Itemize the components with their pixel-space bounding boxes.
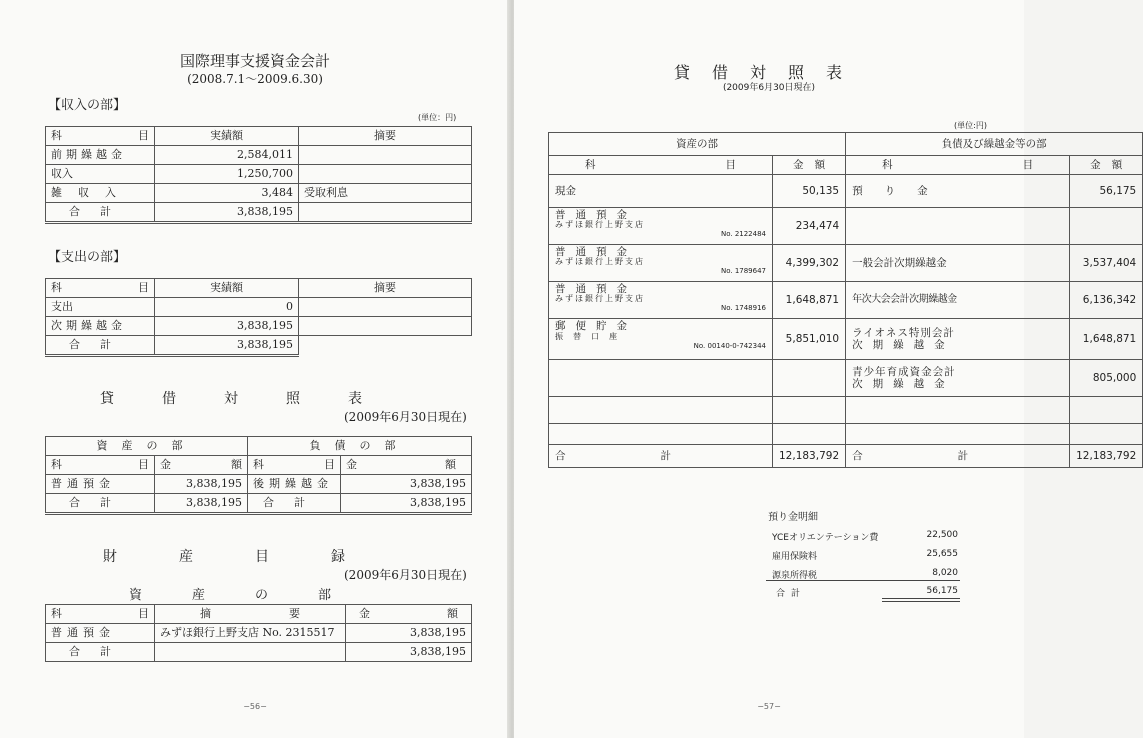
liab-amount: 805,000: [1070, 360, 1143, 397]
table-row: [46, 165, 472, 184]
asset-header: 資産の部: [46, 437, 248, 456]
row-amount: 1,250,700: [155, 165, 299, 184]
total-amount: 3,838,195: [155, 203, 299, 223]
table-row: [46, 624, 472, 643]
table-row: [46, 298, 472, 317]
liab-amount: [1070, 208, 1143, 245]
inventory-section: 資産の部: [128, 588, 381, 603]
total-asset: 12,183,792: [773, 445, 846, 468]
table-row: [46, 317, 472, 336]
col-amount: 実績額: [155, 127, 299, 146]
table-row: [549, 175, 1143, 208]
inventory-table: [45, 604, 472, 662]
row-item: 前期繰越金: [46, 146, 155, 165]
empty-row: [549, 424, 1143, 445]
row-note: [299, 298, 472, 317]
total-amount: 3,838,195: [155, 336, 299, 356]
asset-amount: 234,474: [773, 208, 846, 245]
total-liab: 3,838,195: [341, 494, 472, 514]
table-row: [549, 208, 1143, 245]
asset-amount: 3,838,195: [155, 475, 248, 494]
total-row: [46, 336, 472, 356]
balance-sheet: [548, 132, 1143, 468]
asset-item: 普通預金 みずほ銀行上野支店 No. 1748916: [549, 282, 773, 319]
inventory-title: 財産目録: [103, 549, 407, 565]
deposit-total-underline: [882, 598, 960, 602]
fund-title: 国際理事支援資金会計: [179, 52, 330, 70]
col-amount: 実績額: [155, 279, 299, 298]
total-label: 合計: [46, 494, 155, 514]
balance-table-left: [45, 436, 472, 515]
right-page: [514, 0, 1137, 738]
col-note: 摘要: [299, 279, 472, 298]
deposit-item-amount: 22,500: [926, 530, 958, 540]
liab-amount: 3,537,404: [1070, 245, 1143, 282]
liab-amount: 6,136,342: [1070, 282, 1143, 319]
asset-amount: [773, 360, 846, 397]
total-label: 合計: [46, 336, 155, 356]
asset-amount: 4,399,302: [773, 245, 846, 282]
col-note: 摘要: [299, 127, 472, 146]
inventory-date: (2009年6月30日現在): [344, 568, 467, 582]
expense-table: [45, 278, 472, 357]
deposit-item-amount: 8,020: [932, 568, 958, 578]
liab-item: 一般会計次期繰越金: [846, 245, 1070, 282]
unit-label: (単位：円): [418, 113, 457, 122]
row-note: [299, 317, 472, 336]
asset-amount: 50,135: [773, 175, 846, 208]
liab-amount: 1,648,871: [1070, 319, 1143, 360]
left-page: [0, 0, 510, 738]
deposit-item-label: 源泉所得税: [772, 571, 818, 581]
table-subheader: 科 目 金 額 科 目 金 額: [549, 156, 1143, 175]
row-item: 雑収入: [46, 184, 155, 203]
asset-amount: 5,851,010: [773, 319, 846, 360]
table-subheader: 科 目 金 額 科 目 金 額: [46, 456, 472, 475]
balance-date: (2009年6月30日現在): [344, 410, 467, 424]
row-item: 次期繰越金: [46, 317, 155, 336]
asset-header: 資産の部: [549, 133, 846, 156]
asset-item: 普通預金 みずほ銀行上野支店 No. 2122484: [549, 208, 773, 245]
asset-item: [549, 360, 773, 397]
table-row: [549, 360, 1143, 397]
total-label: 合計: [46, 643, 155, 662]
table-header: 科 目 摘 要 金 額: [46, 605, 472, 624]
fund-period: (2008.7.1〜2009.6.30): [187, 72, 323, 86]
table-row: [549, 245, 1143, 282]
row-note: [299, 165, 472, 184]
table-header: 科 目 実績額 摘要: [46, 279, 472, 298]
liab-header: 負債及び繰越金等の部: [846, 133, 1143, 156]
total-row: [46, 203, 472, 223]
table-header: [549, 133, 1143, 156]
deposit-divider: [766, 580, 960, 581]
balance-title-right: 貸借対照表: [673, 63, 864, 82]
expense-heading: 【支出の部】: [48, 250, 127, 265]
asset-item: 現金: [549, 175, 773, 208]
liab-item: 青少年育成資金会計 次期繰越金: [846, 360, 1070, 397]
row-item: 収入: [46, 165, 155, 184]
table-row: [549, 319, 1143, 360]
total-row: [549, 445, 1143, 468]
row-amount: 3,484: [155, 184, 299, 203]
page-number: −56−: [243, 702, 267, 711]
row-item: 支出: [46, 298, 155, 317]
total-liab: 12,183,792: [1070, 445, 1143, 468]
row-desc: みずほ銀行上野支店 No. 2315517: [155, 624, 346, 643]
liab-item: 預り金: [846, 175, 1070, 208]
table-row: [46, 475, 472, 494]
asset-amount: 1,648,871: [773, 282, 846, 319]
row-amount: 0: [155, 298, 299, 317]
table-row: [46, 184, 472, 203]
row-note: [299, 146, 472, 165]
liab-header: 負債の部: [248, 437, 472, 456]
balance-date-right: (2009年6月30日現在): [722, 83, 816, 93]
row-amount: 3,838,195: [155, 317, 299, 336]
balance-title: 貸借対照表: [100, 391, 410, 407]
asset-item: 郵便貯金 振替口座 No. 00140-0-742344: [549, 319, 773, 360]
total-label-asset: 合計: [549, 445, 773, 468]
liab-amount: 56,175: [1070, 175, 1143, 208]
row-amount: 2,584,011: [155, 146, 299, 165]
asset-item: 普通預金 みずほ銀行上野支店 No. 1789647: [549, 245, 773, 282]
empty-row: [549, 397, 1143, 424]
page-number: −57−: [757, 702, 781, 711]
total-row: [46, 494, 472, 514]
income-heading: 【収入の部】: [48, 98, 127, 113]
table-header: [46, 437, 472, 456]
total-label: 合計: [248, 494, 341, 514]
total-label: 合計: [46, 203, 155, 223]
asset-item: 普通預金: [46, 475, 155, 494]
total-asset: 3,838,195: [155, 494, 248, 514]
table-header: 科 目 実績額 摘要: [46, 127, 472, 146]
income-table: [45, 126, 472, 224]
liab-item: 後期繰越金: [248, 475, 341, 494]
row-note: 受取利息: [299, 184, 472, 203]
total-row: [46, 643, 472, 662]
unit-label-right: (単位:円): [954, 121, 987, 130]
liab-amount: 3,838,195: [341, 475, 472, 494]
row-item: 普通預金: [46, 624, 155, 643]
table-row: [46, 146, 472, 165]
liab-item: 年次大会会計次期繰越金: [846, 282, 1070, 319]
deposit-item-label: YCEオリエンテーション費: [772, 533, 879, 543]
row-amount: 3,838,195: [346, 624, 472, 643]
liab-item: [846, 208, 1070, 245]
deposit-item-amount: 25,655: [926, 549, 958, 559]
deposit-title: 預り金明細: [768, 512, 818, 523]
liab-item: ライオネス特別会計 次期繰越金: [846, 319, 1070, 360]
total-label-liab: 合計: [846, 445, 1070, 468]
deposit-item-label: 雇用保険料: [772, 552, 818, 562]
deposit-total-amount: 56,175: [926, 586, 958, 596]
total-amount: 3,838,195: [346, 643, 472, 662]
deposit-total-label: 合計: [776, 589, 807, 599]
table-row: [549, 282, 1143, 319]
